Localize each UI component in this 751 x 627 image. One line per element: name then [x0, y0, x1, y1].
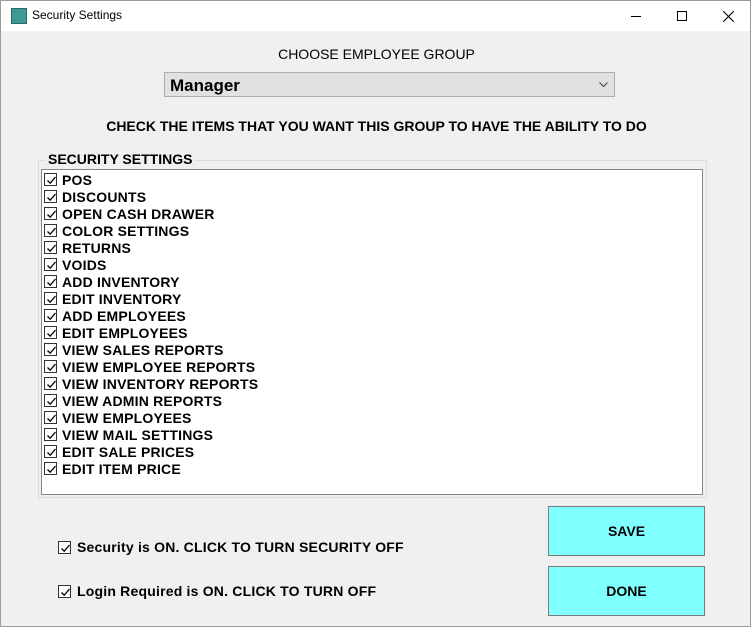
list-item[interactable]	[44, 460, 181, 477]
list-item[interactable]	[44, 324, 188, 341]
minimize-icon	[631, 11, 641, 21]
permission-label: ADD INVENTORY	[62, 273, 180, 290]
checkmark-icon	[46, 192, 57, 203]
checkmark-icon	[46, 362, 57, 373]
checkmark-icon	[46, 396, 57, 407]
security-toggle-checkbox[interactable]	[58, 541, 71, 554]
permission-checkbox[interactable]	[44, 428, 57, 441]
checkmark-icon	[60, 587, 71, 598]
login-required-label: Login Required is ON. CLICK TO TURN OFF	[77, 583, 377, 599]
maximize-icon	[677, 11, 687, 21]
permission-checkbox[interactable]	[44, 411, 57, 424]
permission-label: RETURNS	[62, 239, 132, 256]
permission-label: VOIDS	[62, 256, 107, 273]
checkmark-icon	[46, 345, 57, 356]
checkmark-icon	[46, 294, 57, 305]
security-settings-list[interactable]	[41, 169, 703, 495]
checkmark-icon	[46, 464, 57, 475]
permission-label: EDIT INVENTORY	[62, 290, 182, 307]
permission-checkbox[interactable]	[44, 343, 57, 356]
permission-label: OPEN CASH DRAWER	[62, 205, 215, 222]
list-item[interactable]	[44, 205, 215, 222]
permission-checkbox[interactable]	[44, 445, 57, 458]
list-item[interactable]	[44, 392, 222, 409]
permission-checkbox[interactable]	[44, 326, 57, 339]
permission-label: VIEW EMPLOYEES	[62, 409, 192, 426]
permission-checkbox[interactable]	[44, 224, 57, 237]
permission-checkbox[interactable]	[44, 377, 57, 390]
permission-label: VIEW ADMIN REPORTS	[62, 392, 223, 409]
checkmark-icon	[46, 260, 57, 271]
list-item[interactable]	[44, 290, 181, 307]
checkmark-icon	[46, 175, 57, 186]
checkmark-icon	[46, 413, 57, 424]
login-required-checkbox[interactable]	[58, 585, 71, 598]
save-button[interactable]: SAVE	[548, 506, 705, 556]
app-icon	[11, 8, 27, 24]
maximize-button[interactable]	[659, 1, 705, 31]
list-item[interactable]	[44, 443, 194, 460]
checkmark-icon	[46, 379, 57, 390]
window-title: Security Settings	[32, 8, 123, 22]
checkmark-icon	[46, 226, 57, 237]
list-item[interactable]	[44, 341, 224, 358]
permission-checkbox[interactable]	[44, 360, 57, 373]
permission-label: VIEW INVENTORY REPORTS	[62, 375, 259, 392]
list-item[interactable]	[44, 375, 258, 392]
checkmark-icon	[60, 543, 71, 554]
permission-checkbox[interactable]	[44, 275, 57, 288]
permission-checkbox[interactable]	[44, 309, 57, 322]
permission-checkbox[interactable]	[44, 394, 57, 407]
permission-checkbox[interactable]	[44, 292, 57, 305]
checkmark-icon	[46, 243, 57, 254]
checkmark-icon	[46, 430, 57, 441]
security-settings-label: SECURITY SETTINGS	[48, 151, 193, 167]
permission-label: EDIT SALE PRICES	[62, 443, 195, 460]
employee-group-value: Manager	[170, 76, 240, 95]
checkmark-icon	[46, 209, 57, 220]
permission-checkbox[interactable]	[44, 173, 57, 186]
list-item[interactable]	[44, 426, 213, 443]
permission-label: ADD EMPLOYEES	[62, 307, 186, 324]
list-item[interactable]	[44, 171, 92, 188]
minimize-button[interactable]	[613, 1, 659, 31]
permission-label: VIEW SALES REPORTS	[62, 341, 224, 358]
permission-label: POS	[62, 171, 93, 188]
login-required-toggle[interactable]	[58, 582, 376, 600]
list-item[interactable]	[44, 307, 186, 324]
list-item[interactable]	[44, 188, 146, 205]
permission-label: VIEW EMPLOYEE REPORTS	[62, 358, 256, 375]
permission-checkbox[interactable]	[44, 190, 57, 203]
permission-label: VIEW MAIL SETTINGS	[62, 426, 214, 443]
close-button[interactable]	[705, 1, 751, 31]
permission-checkbox[interactable]	[44, 258, 57, 271]
done-button[interactable]: DONE	[548, 566, 705, 616]
permission-label: EDIT ITEM PRICE	[62, 460, 181, 477]
instructions-text: CHECK THE ITEMS THAT YOU WANT THIS GROUP TO HAVE THE ABILITY TO DO	[106, 118, 647, 134]
permission-checkbox[interactable]	[44, 207, 57, 220]
checkmark-icon	[46, 328, 57, 339]
checkmark-icon	[46, 311, 57, 322]
permission-label: DISCOUNTS	[62, 188, 147, 205]
list-item[interactable]	[44, 239, 131, 256]
list-item[interactable]	[44, 358, 255, 375]
chevron-down-icon	[599, 82, 608, 88]
list-item[interactable]	[44, 222, 189, 239]
checkmark-icon	[46, 447, 57, 458]
title-bar[interactable]	[1, 1, 750, 31]
list-item[interactable]	[44, 256, 107, 273]
list-item[interactable]	[44, 273, 180, 290]
permission-label: COLOR SETTINGS	[62, 222, 190, 239]
checkmark-icon	[46, 277, 57, 288]
list-item[interactable]	[44, 409, 192, 426]
security-toggle-label: Security is ON. CLICK TO TURN SECURITY OFF	[77, 539, 404, 555]
employee-group-select[interactable]	[164, 72, 615, 97]
permission-label: EDIT EMPLOYEES	[62, 324, 188, 341]
choose-group-heading: CHOOSE EMPLOYEE GROUP	[278, 46, 475, 62]
close-icon	[723, 11, 734, 22]
permission-checkbox[interactable]	[44, 241, 57, 254]
security-toggle[interactable]	[58, 538, 404, 556]
permission-checkbox[interactable]	[44, 462, 57, 475]
